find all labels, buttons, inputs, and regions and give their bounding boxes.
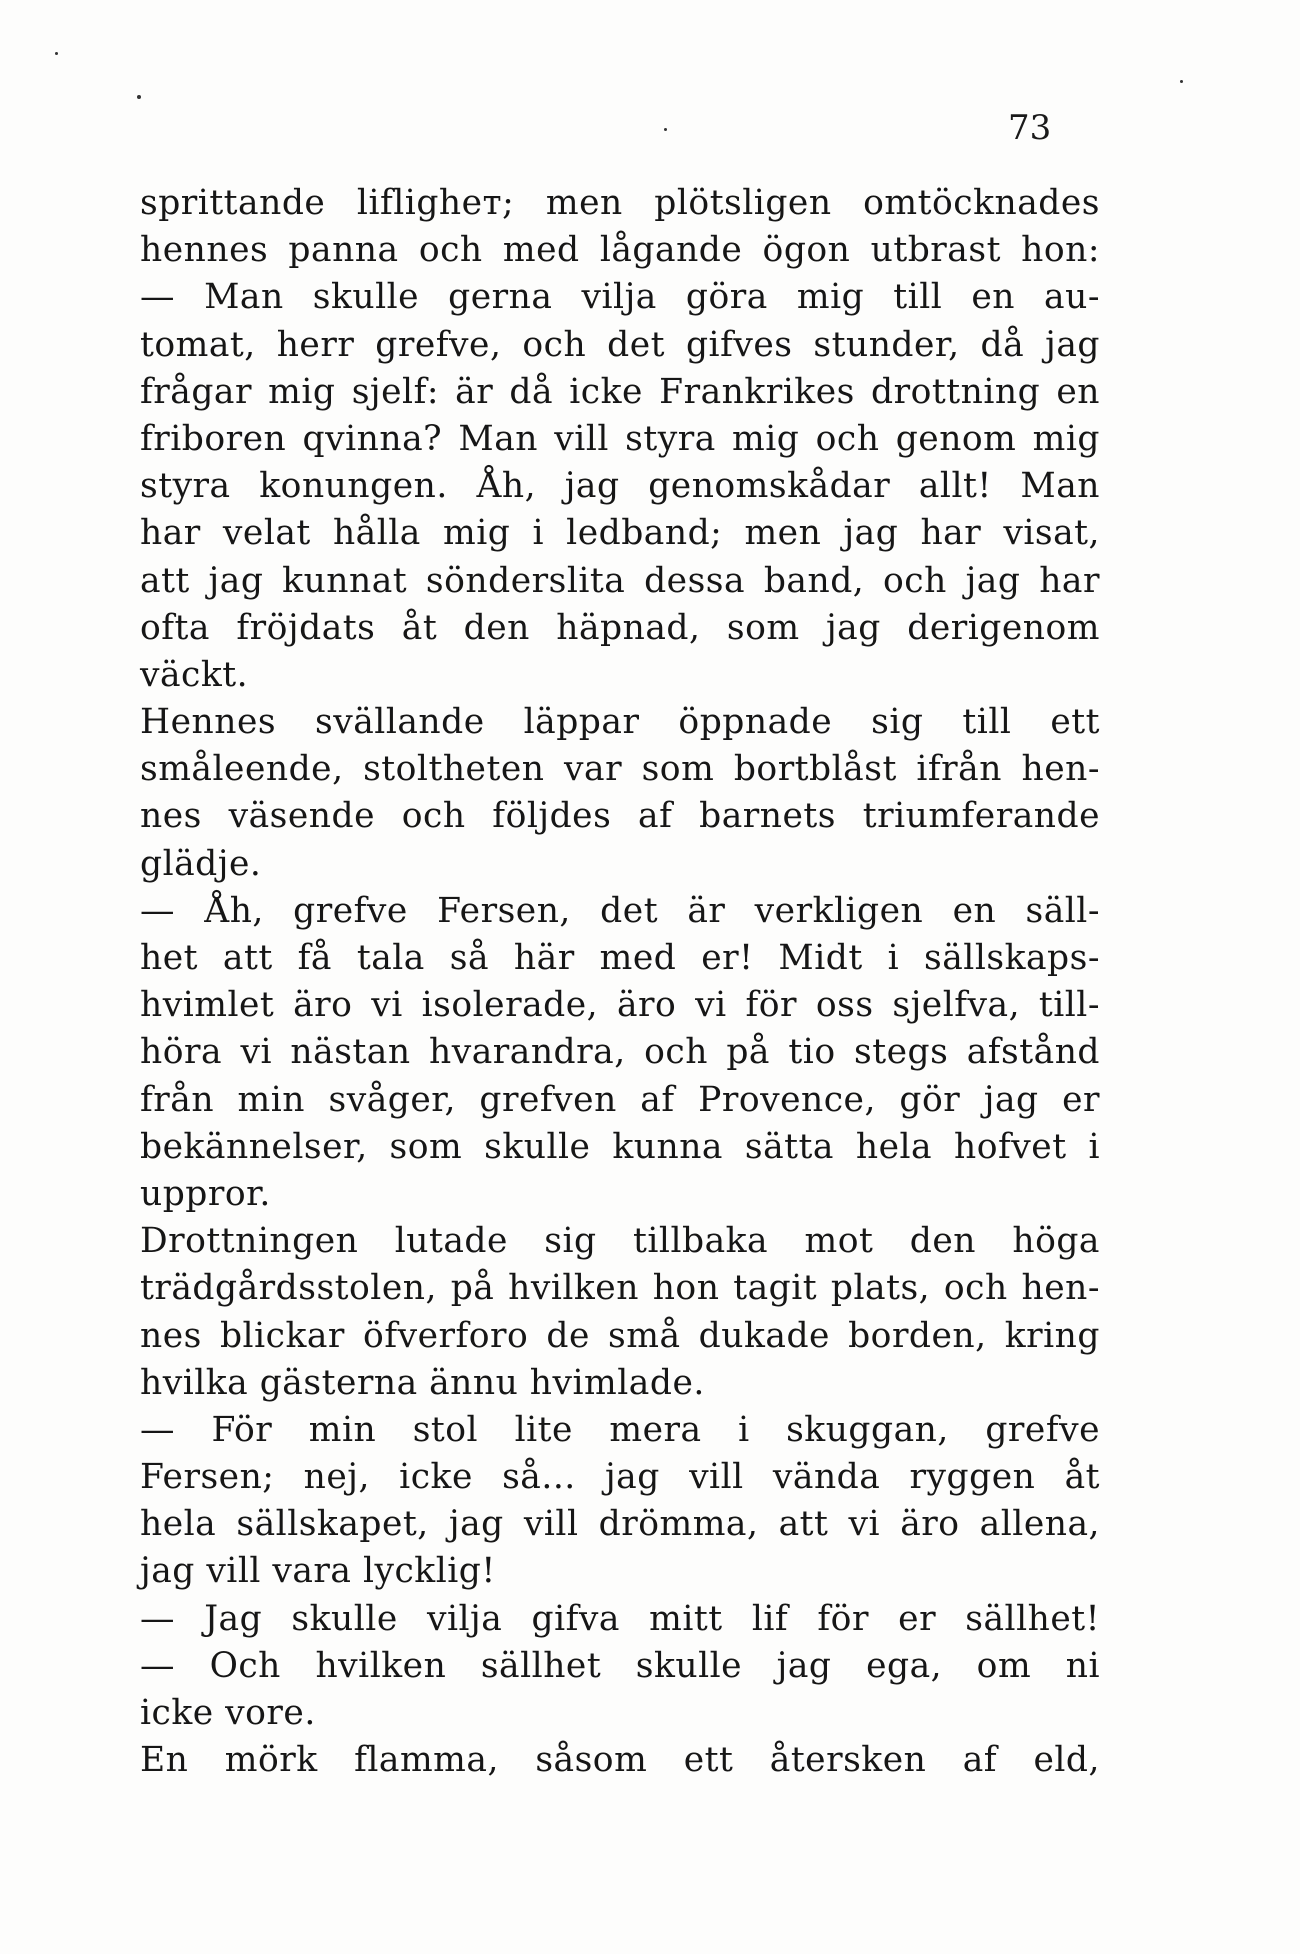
text-line: Drottningen lutade sig tillbaka mot den höga	[140, 1221, 1100, 1262]
text-line: hvimlet äro vi isolerade, äro vi för oss sjelfva, till-	[140, 985, 1100, 1026]
text-line: jag vill vara lycklig!	[140, 1551, 496, 1592]
text-line: En mörk flamma, såsom ett återsken af eld,	[140, 1740, 1100, 1781]
text-line: — Man skulle gerna vilja göra mig till en au-	[140, 277, 1100, 318]
text-line: frågar mig sjelf: är då icke Frankrikes drottning en	[140, 371, 1100, 412]
text-line: het att få tala så här med er! Midt i sällskaps-	[140, 938, 1100, 978]
text-line: tomat, herr grefve, och det gifves stunder, då jag	[140, 324, 1100, 365]
text-line: sprittande lifligheт; men plötsligen omtöcknades	[140, 183, 1100, 223]
text-line: väckt.	[140, 654, 249, 695]
text-line: trädgårdsstolen, på hvilken hon tagit plats, och hen-	[140, 1268, 1100, 1309]
page-number: 73	[1008, 108, 1052, 148]
scan-speck	[664, 128, 667, 131]
text-line: uppror.	[140, 1173, 271, 1214]
text-line: småleende, stoltheten var som bortblåst ifrån hen-	[140, 749, 1100, 790]
text-line: — Och hvilken sällhet skulle jag ega, om ni	[140, 1645, 1100, 1686]
scan-speck	[55, 52, 58, 55]
text-line: — För min stol lite mera i skuggan, grefve	[140, 1409, 1100, 1450]
text-line: icke vore.	[140, 1693, 316, 1733]
text-line: höra vi nästan hvarandra, och på tio stegs afstånd	[140, 1032, 1100, 1073]
text-line: — Jag skulle vilja gifva mitt lif för er sällhet!	[140, 1598, 1100, 1639]
text-line: hvilka gästerna ännu hvimlade.	[140, 1362, 705, 1403]
text-line: nes blickar öfverforo de små dukade borden, kring	[140, 1315, 1100, 1356]
text-line: friboren qvinna? Man vill styra mig och genom mig	[140, 418, 1100, 459]
text-line: har velat hålla mig i ledband; men jag har visat,	[140, 513, 1100, 554]
text-line: hennes panna och med lågande ögon utbrast hon:	[140, 230, 1100, 271]
text-line: glädje.	[140, 843, 262, 884]
text-line: — Åh, grefve Fersen, det är verkligen en säll-	[140, 890, 1100, 931]
text-line: styra konungen. Åh, jag genomskådar allt! Man	[140, 466, 1100, 507]
text-line: ofta fröjdats åt den häpnad, som jag derigenom	[140, 607, 1100, 648]
text-line: att jag kunnat sönderslita dessa band, och jag har	[140, 560, 1100, 601]
text-line: nes väsende och följdes af barnets triumferande	[140, 796, 1100, 837]
text-line: Fersen; nej, icke så... jag vill vända ryggen åt	[140, 1457, 1100, 1498]
text-line: hela sällskapet, jag vill drömma, att vi äro allena,	[140, 1504, 1100, 1545]
text-line: från min svåger, grefven af Provence, gör jag er	[140, 1079, 1100, 1120]
scan-speck	[137, 95, 141, 99]
text-line: bekännelser, som skulle kunna sätta hela hofvet i	[140, 1126, 1100, 1167]
scan-speck	[1180, 80, 1183, 83]
text-line: Hennes svällande läppar öppnade sig till ett	[140, 702, 1100, 743]
body-text	[140, 180, 1100, 1784]
